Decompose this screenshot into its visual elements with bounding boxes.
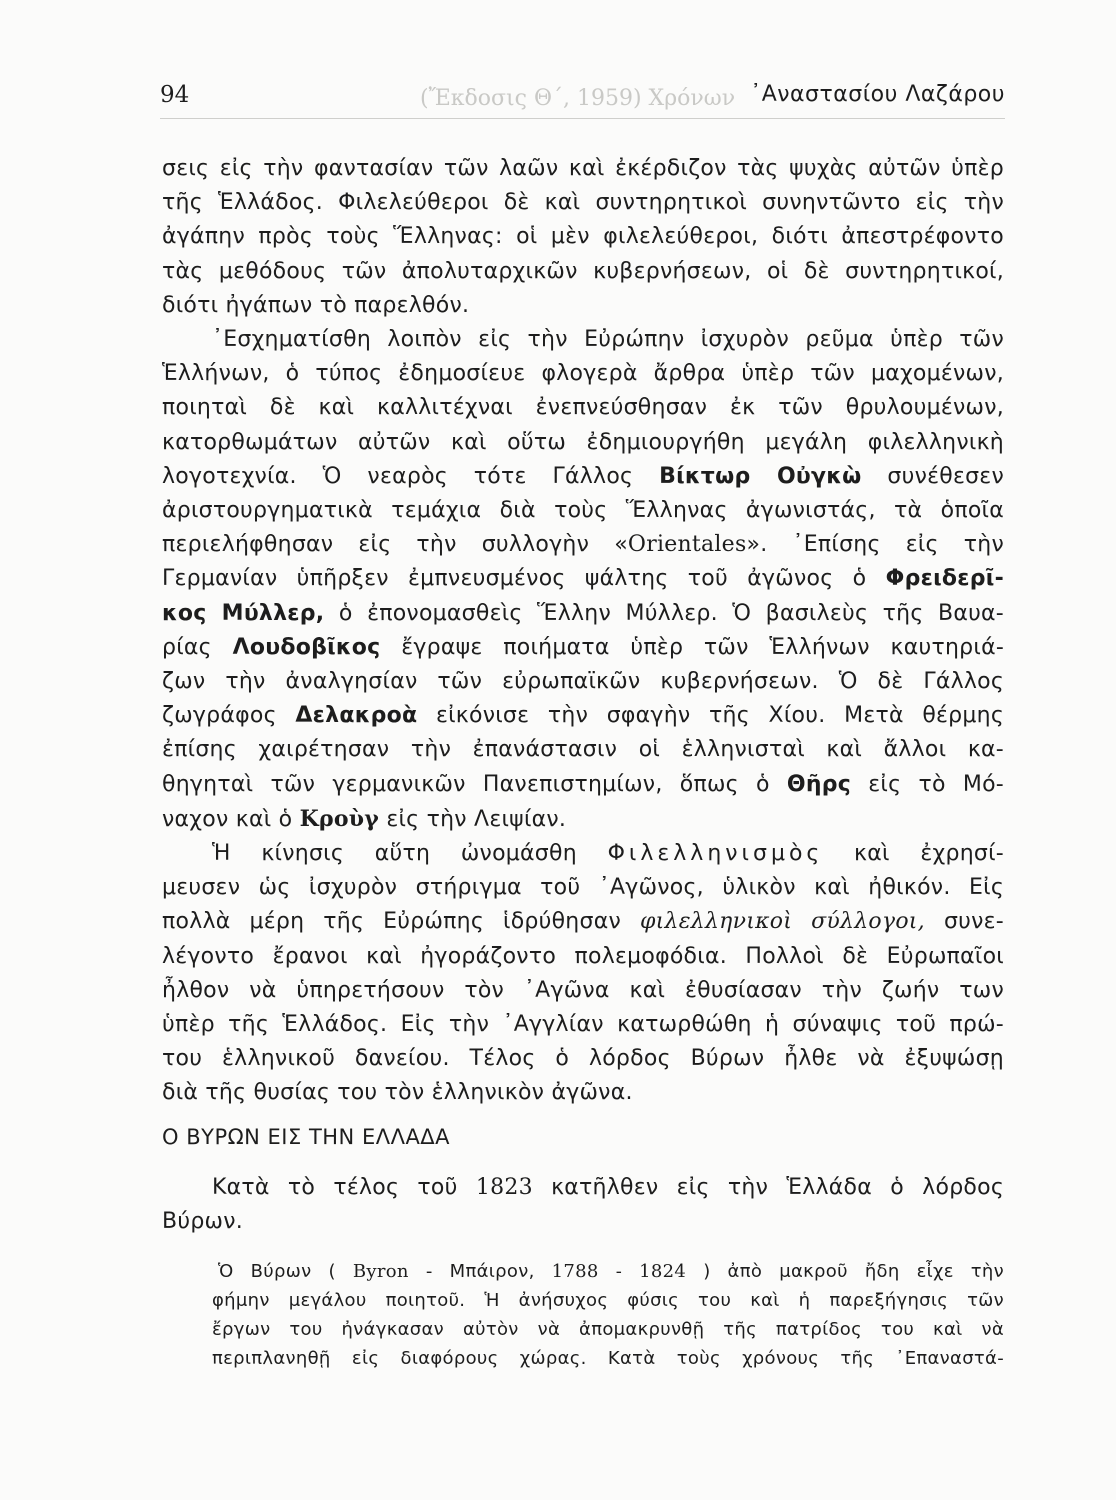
text: εἰκόνισε τὴν σφαγὴν τῆς Χίου. Μετὰ θέρμης <box>435 703 1004 729</box>
term-philhellenism: Φιλελληνισμὸς <box>607 841 824 867</box>
line <box>162 837 1004 871</box>
line: ποιηταὶ δὲ καὶ καλλιτέχναι ἐνεπνεύσθησαν ἐκ τῶν θρυλουμένων, <box>162 395 1004 421</box>
line <box>162 460 1004 494</box>
line: Ἑλλήνων, ὁ τύπος ἐδημοσίευε φλογερὰ ἄρθρα ὑπὲρ τῶν μαχομένων, <box>162 361 1004 387</box>
term-philhellenic-societies: φιλελληνικοὶ σύλλογοι, <box>640 909 925 935</box>
line <box>162 597 1004 631</box>
line: ἀγάπην πρὸς τοὺς Ἕλληνας: οἱ μὲν φιλελεύθεροι, διότι ἀπεστρέφοντο <box>162 224 1004 250</box>
text: περιελήφθησαν εἰς τὴν συλλογὴν « <box>162 532 628 558</box>
line: λέγοντο ἔρανοι καὶ ἠγοράζοντο πολεμοφόδια. Πολλοὶ δὲ Εὐρωπαῖοι <box>162 943 1004 969</box>
name-byron-latin: Byron <box>352 1261 409 1283</box>
name-ludwig: Λουδοβῖκος <box>232 634 381 660</box>
text: ζωγράφος <box>162 703 277 729</box>
line: ἦλθον νὰ ὑπηρετήσουν τὸν ᾽Αγῶνα καὶ ἐθυσίασαν τὴν ζωήν των <box>162 977 1004 1003</box>
text: συνέθεσεν <box>887 463 1004 489</box>
line <box>162 905 1004 939</box>
bleed-through-header: (Ἔκδοσις Θ΄, 1959) Χρόνων <box>420 86 736 111</box>
line: ὑπὲρ τῆς Ἑλλάδος. Εἰς τὴν ᾽Αγγλίαν κατωρθώθη ἡ σύναψις τοῦ πρώ- <box>162 1012 1004 1038</box>
text: συνε- <box>943 909 1004 935</box>
page-number: 94 <box>160 82 190 108</box>
text: πολλὰ μέρη τῆς Εὐρώπης ἱδρύθησαν <box>162 909 621 935</box>
title-orientales: Orientales <box>627 532 747 558</box>
text: εἰς τὴν Λειψίαν. <box>386 806 567 832</box>
line <box>218 1257 1004 1286</box>
text: κατῆλθεν εἰς τὴν Ἑλλάδα ὁ λόρδος <box>551 1174 1004 1200</box>
name-muller: κος Μύλλερ, <box>162 600 325 626</box>
text: ) ἀπὸ μακροῦ ἤδη εἶχε τὴν <box>703 1261 1004 1283</box>
text: Ὁ Βύρων ( <box>218 1261 336 1283</box>
line <box>162 802 1004 837</box>
line <box>162 768 1004 802</box>
line <box>162 631 1004 665</box>
text: Γερμανίαν ὑπῆρξεν ἐμπνευσμένος ψάλτης τοῦ ἀγῶνος ὁ <box>162 566 867 592</box>
running-head: ᾽Αναστασίου Λαζάρου <box>750 82 1005 107</box>
years-byron: 1788 - 1824 <box>551 1261 687 1283</box>
line: ἀριστουργηματικὰ τεμάχια διὰ τοὺς Ἕλληνας ἀγωνιστάς, τὰ ὁποῖα <box>162 498 1004 524</box>
line: του ἑλληνικοῦ δανείου. Τέλος ὁ λόρδος Βύρων ἦλθε νὰ ἐξυψώσῃ <box>162 1046 1004 1072</box>
footnote <box>162 1257 1004 1373</box>
text: ἔγραψε ποιήματα ὑπὲρ τῶν Ἑλλήνων καυτηριά- <box>401 634 1005 660</box>
line <box>162 528 1004 562</box>
name-krug: Κροὺγ <box>299 805 380 832</box>
line: διὰ τῆς θυσίας του τὸν ἑλληνικὸν ἀγῶνα. <box>162 1080 633 1106</box>
footnote-body <box>212 1286 1004 1373</box>
line: τῆς Ἑλλάδος. Φιλελεύθεροι δὲ καὶ συντηρητικοὶ συνηντῶντο εἰς τὴν <box>162 190 1004 216</box>
line <box>162 562 1004 596</box>
line <box>162 1171 1004 1205</box>
line: διότι ἠγάπων τὸ παρελθόν. <box>162 292 470 318</box>
text: Κατὰ τὸ τέλος τοῦ <box>212 1174 458 1200</box>
paragraph-2 <box>162 323 1004 837</box>
name-friedrich: Φρειδερῖ- <box>885 566 1004 592</box>
text: ». ᾽Επίσης εἰς τὴν <box>746 532 1004 558</box>
line: κατορθωμάτων αὐτῶν καὶ οὕτω ἐδημιουργήθη μεγάλη φιλελληνικὴ <box>162 429 1004 455</box>
text: - Μπάιρον, <box>425 1261 535 1283</box>
text: Ἡ κίνησις αὕτη ὠνομάσθη <box>212 841 577 867</box>
header-rule <box>160 118 1005 119</box>
text: θηγηταὶ τῶν γερμανικῶν Πανεπιστημίων, ὅπως ὁ <box>162 771 770 797</box>
line: ᾽Εσχηματίσθη λοιπὸν εἰς τὴν Εὐρώπην ἰσχυρὸν ρεῦμα ὑπὲρ τῶν <box>212 327 1004 353</box>
line: ἔργων του ἠνάγκασαν αὐτὸν νὰ ἀπομακρυνθῇ τῆς πατρίδος του καὶ νὰ <box>212 1319 1004 1341</box>
text: καὶ ἐχρησί- <box>854 841 1004 867</box>
text: ὁ ἐπονομασθεὶς Ἕλλην Μύλλερ. Ὁ βασιλεὺς τῆς Βαυα- <box>338 600 1004 626</box>
name-thiersch: Θῆρς <box>786 771 852 797</box>
page-header <box>160 82 1005 116</box>
text: εἰς τὸ Μό- <box>868 771 1004 797</box>
line: τὰς μεθόδους τῶν ἀπολυταρχικῶν κυβερνήσεων, οἱ δὲ συντηρητικοί, <box>162 258 1004 284</box>
line: ἐπίσης χαιρέτησαν τὴν ἐπανάστασιν οἱ ἑλληνισταὶ καὶ ἄλλοι κα- <box>162 737 1004 763</box>
paragraph-3 <box>162 837 1004 1111</box>
line: περιπλανηθῇ εἰς διαφόρους χώρας. Κατὰ τοὺς χρόνους τῆς ᾽Επαναστά- <box>212 1348 1004 1370</box>
section-heading: Ο ΒΥΡΩΝ ΕΙΣ ΤΗΝ ΕΛΛΑΔΑ <box>162 1124 451 1149</box>
paragraph-1 <box>162 152 1004 323</box>
name-delacroix: Δελακροὰ <box>295 703 418 729</box>
text: ναχον καὶ ὁ <box>162 806 293 832</box>
year-1823: 1823 <box>475 1174 533 1200</box>
text: ρίας <box>162 634 212 660</box>
line: Βύρων. <box>162 1208 243 1234</box>
name-victor-hugo: Βίκτωρ Οὐγκὼ <box>659 463 862 489</box>
section-paragraph <box>162 1171 1004 1239</box>
line: σεις εἰς τὴν φαντασίαν τῶν λαῶν καὶ ἐκέρδιζον τὰς ψυχὰς αὐτῶν ὑπὲρ <box>162 156 1004 181</box>
body-text <box>162 152 1004 1373</box>
line: μευσεν ὡς ἰσχυρὸν στήριγμα τοῦ ᾽Αγῶνος, ὑλικὸν καὶ ἠθικόν. Εἰς <box>162 875 1004 901</box>
line <box>162 699 1004 733</box>
line: φήμην μεγάλου ποιητοῦ. Ἡ ἀνήσυχος φύσις του καὶ ἡ παρεξήγησις τῶν <box>212 1290 1004 1312</box>
line: ζων τὴν ἀναλγησίαν τῶν εὐρωπαϊκῶν κυβερνήσεων. Ὁ δὲ Γάλλος <box>162 669 1004 695</box>
text: λογοτεχνία. Ὁ νεαρὸς τότε Γάλλος <box>162 463 634 489</box>
